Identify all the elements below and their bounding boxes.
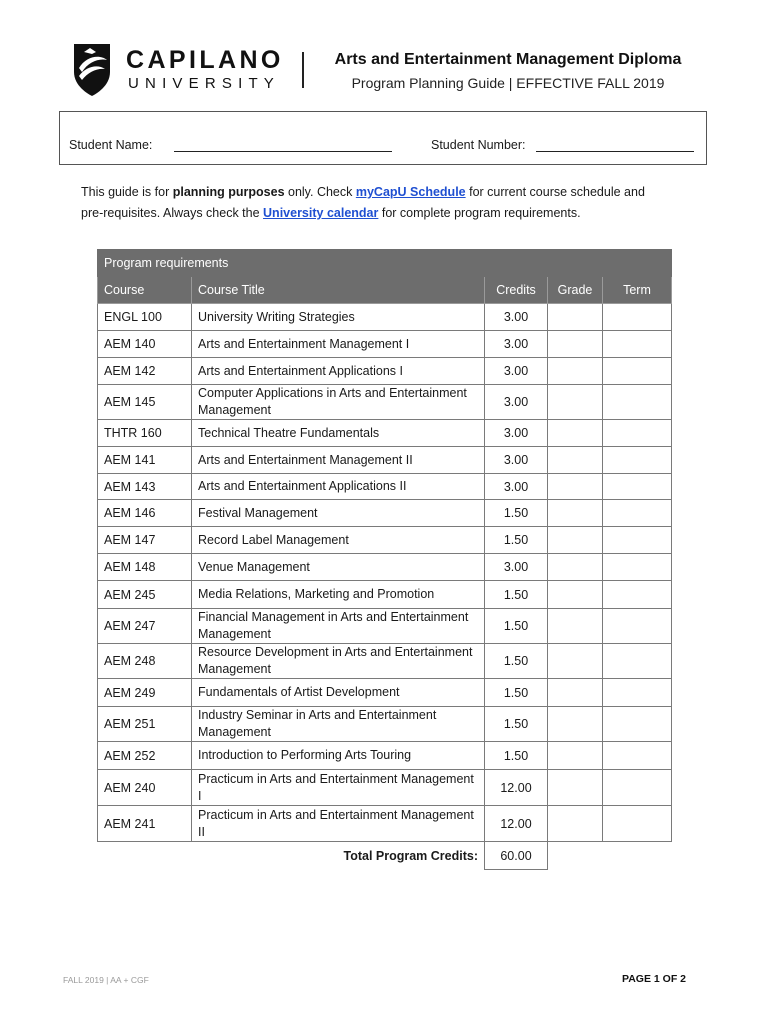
course-code-cell: AEM 248 [98, 644, 192, 679]
student-name-field[interactable] [174, 138, 392, 152]
course-code-cell: AEM 145 [98, 385, 192, 420]
course-title-cell: Arts and Entertainment Applications I [192, 358, 485, 385]
course-code-cell: AEM 247 [98, 609, 192, 644]
grade-input-cell[interactable] [548, 420, 603, 447]
course-code-cell: AEM 141 [98, 447, 192, 474]
course-code-cell: AEM 147 [98, 527, 192, 554]
credits-cell: 1.50 [485, 707, 548, 742]
course-title-cell: University Writing Strategies [192, 304, 485, 331]
term-input-cell[interactable] [603, 581, 672, 609]
column-header-grade: Grade [548, 277, 603, 304]
column-header-credits: Credits [485, 277, 548, 304]
course-code-cell: AEM 143 [98, 474, 192, 500]
course-code-cell: AEM 241 [98, 806, 192, 842]
course-code-cell: AEM 148 [98, 554, 192, 581]
table-row [98, 500, 672, 527]
course-title-cell: Venue Management [192, 554, 485, 581]
course-code-cell: ENGL 100 [98, 304, 192, 331]
header-divider [302, 52, 304, 88]
term-input-cell[interactable] [603, 527, 672, 554]
table-body [98, 304, 672, 842]
table-row [98, 304, 672, 331]
course-title-cell: Arts and Entertainment Applications II [192, 474, 485, 500]
logo-wordmark-bottom: UNIVERSITY [128, 75, 281, 92]
table-section-title: Program requirements [98, 250, 672, 277]
table-row [98, 679, 672, 707]
capilano-logo [66, 42, 296, 98]
logo-wordmark-top: CAPILANO [126, 46, 284, 74]
term-input-cell[interactable] [603, 679, 672, 707]
course-code-cell: AEM 146 [98, 500, 192, 527]
intro-text: This guide is for [81, 185, 173, 199]
course-title-cell: Arts and Entertainment Management I [192, 331, 485, 358]
credits-cell: 3.00 [485, 304, 548, 331]
intro-emphasis: planning purposes [172, 185, 285, 199]
document-title: Arts and Entertainment Management Diploma [334, 51, 682, 68]
intro-paragraph [81, 182, 701, 224]
student-number-field[interactable] [536, 138, 694, 152]
course-title-cell: Fundamentals of Artist Development [192, 679, 485, 707]
term-input-cell[interactable] [603, 806, 672, 842]
table-row [98, 474, 672, 500]
grade-input-cell[interactable] [548, 474, 603, 500]
grade-input-cell[interactable] [548, 609, 603, 644]
document-subtitle: Program Planning Guide | EFFECTIVE FALL 2019 [351, 75, 665, 91]
course-title-cell: Practicum in Arts and Entertainment Management II [192, 806, 485, 842]
credits-cell: 3.00 [485, 554, 548, 581]
grade-input-cell[interactable] [548, 500, 603, 527]
course-title-cell: Industry Seminar in Arts and Entertainment Management [192, 707, 485, 742]
grade-input-cell[interactable] [548, 581, 603, 609]
credits-cell: 3.00 [485, 447, 548, 474]
term-input-cell[interactable] [603, 742, 672, 770]
course-code-cell: AEM 140 [98, 331, 192, 358]
grade-input-cell[interactable] [548, 707, 603, 742]
grade-input-cell[interactable] [548, 554, 603, 581]
credits-cell: 1.50 [485, 742, 548, 770]
column-header-title: Course Title [192, 277, 485, 304]
credits-cell: 1.50 [485, 679, 548, 707]
total-credits-value: 60.00 [485, 842, 548, 870]
table-row [98, 581, 672, 609]
table-row [98, 385, 672, 420]
term-input-cell[interactable] [603, 331, 672, 358]
course-title-cell: Resource Development in Arts and Entertainment Management [192, 644, 485, 679]
intro-text: pre-requisites. Always check the [81, 206, 264, 220]
grade-input-cell[interactable] [548, 806, 603, 842]
table-row [98, 644, 672, 679]
shield-crest-icon [66, 42, 118, 98]
term-input-cell[interactable] [603, 474, 672, 500]
course-code-cell: AEM 252 [98, 742, 192, 770]
credits-cell: 1.50 [485, 581, 548, 609]
university-calendar-link[interactable]: University calendar [263, 206, 379, 220]
course-title-cell: Technical Theatre Fundamentals [192, 420, 485, 447]
credits-cell: 3.00 [485, 358, 548, 385]
intro-text: only. Check [284, 185, 356, 199]
table-row [98, 770, 672, 806]
grade-input-cell[interactable] [548, 385, 603, 420]
course-title-cell: Introduction to Performing Arts Touring [192, 742, 485, 770]
term-input-cell[interactable] [603, 500, 672, 527]
table-row [98, 609, 672, 644]
term-input-cell[interactable] [603, 304, 672, 331]
course-title-cell: Practicum in Arts and Entertainment Management I [192, 770, 485, 806]
term-input-cell[interactable] [603, 447, 672, 474]
credits-cell: 12.00 [485, 806, 548, 842]
term-input-cell[interactable] [603, 770, 672, 806]
course-code-cell: AEM 142 [98, 358, 192, 385]
term-input-cell[interactable] [603, 420, 672, 447]
table-row [98, 527, 672, 554]
intro-text: for current course schedule and [465, 185, 645, 199]
table-row [98, 806, 672, 842]
table-row [98, 358, 672, 385]
intro-text: for complete program requirements. [378, 206, 581, 220]
grade-input-cell[interactable] [548, 770, 603, 806]
credits-cell: 3.00 [485, 420, 548, 447]
credits-cell: 1.50 [485, 527, 548, 554]
course-code-cell: AEM 251 [98, 707, 192, 742]
credits-cell: 12.00 [485, 770, 548, 806]
term-input-cell[interactable] [603, 609, 672, 644]
grade-input-cell[interactable] [548, 679, 603, 707]
term-input-cell[interactable] [603, 707, 672, 742]
table-row [98, 447, 672, 474]
column-header-course: Course [98, 277, 192, 304]
term-input-cell[interactable] [603, 644, 672, 679]
column-header-term: Term [603, 277, 672, 304]
grade-input-cell[interactable] [548, 447, 603, 474]
total-credits-label: Total Program Credits: [98, 842, 485, 870]
term-input-cell[interactable] [603, 385, 672, 420]
credits-cell: 3.00 [485, 474, 548, 500]
table-row [98, 742, 672, 770]
course-title-cell: Festival Management [192, 500, 485, 527]
student-number-label: Student Number: [431, 138, 526, 152]
footer-page-number: PAGE 1 OF 2 [622, 973, 686, 985]
course-code-cell: AEM 245 [98, 581, 192, 609]
course-code-cell: THTR 160 [98, 420, 192, 447]
student-name-label: Student Name: [69, 138, 153, 152]
course-title-cell: Arts and Entertainment Management II [192, 447, 485, 474]
term-input-cell[interactable] [603, 554, 672, 581]
table-row [98, 331, 672, 358]
term-input-cell[interactable] [603, 358, 672, 385]
course-code-cell: AEM 240 [98, 770, 192, 806]
course-title-cell: Media Relations, Marketing and Promotion [192, 581, 485, 609]
credits-cell: 1.50 [485, 644, 548, 679]
table-row [98, 554, 672, 581]
credits-cell: 3.00 [485, 331, 548, 358]
course-title-cell: Computer Applications in Arts and Entertainment Management [192, 385, 485, 420]
grade-input-cell[interactable] [548, 644, 603, 679]
grade-input-cell[interactable] [548, 358, 603, 385]
student-info-box [59, 111, 707, 165]
course-title-cell: Financial Management in Arts and Entertainment Management [192, 609, 485, 644]
table-row [98, 707, 672, 742]
credits-cell: 1.50 [485, 609, 548, 644]
grade-input-cell[interactable] [548, 742, 603, 770]
footer-revision: FALL 2019 | AA + CGF [63, 975, 149, 985]
course-title-cell: Record Label Management [192, 527, 485, 554]
program-requirements-table [97, 249, 672, 870]
credits-cell: 3.00 [485, 385, 548, 420]
course-code-cell: AEM 249 [98, 679, 192, 707]
credits-cell: 1.50 [485, 500, 548, 527]
grade-input-cell[interactable] [548, 304, 603, 331]
mycapu-schedule-link[interactable]: myCapU Schedule [355, 185, 466, 199]
table-row [98, 420, 672, 447]
grade-input-cell[interactable] [548, 331, 603, 358]
grade-input-cell[interactable] [548, 527, 603, 554]
